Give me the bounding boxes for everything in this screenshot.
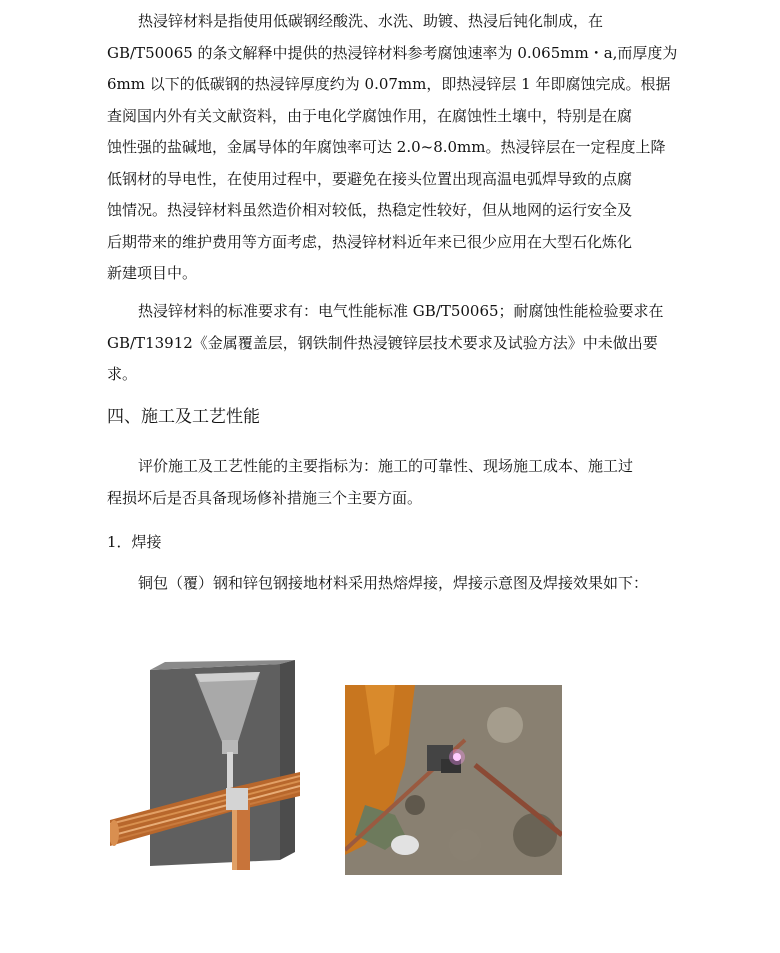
text-line: 铜包（覆）钢和锌包钢接地材料采用热熔焊接，焊接示意图及焊接效果如下： bbox=[138, 574, 649, 592]
text-line: 评价施工及工艺性能的主要指标为：施工的可靠性、现场施工成本、施工过 bbox=[138, 457, 634, 475]
text-line: 查阅国内外有关文献资料，由于电化学腐蚀作用，在腐蚀性土壤中，特别是在腐 bbox=[107, 106, 633, 125]
paragraph-standards bbox=[107, 296, 682, 391]
welding-site-photo bbox=[345, 685, 562, 875]
paragraph-welding-intro bbox=[107, 568, 682, 600]
section-heading: 四、施工及工艺性能 bbox=[107, 407, 260, 427]
welding-mold-diagram bbox=[110, 660, 300, 872]
text-line: 蚀性强的盐碱地，金属导体的年腐蚀率可达 2.0~8.0mm。热浸锌层在一定程度上降 bbox=[107, 138, 666, 156]
text-line: 新建项目中。 bbox=[107, 264, 198, 282]
text-line: 热浸锌材料的标准要求有：电气性能标准 GB/T50065；耐腐蚀性能检验要求在 bbox=[138, 302, 664, 320]
text-line: GB/T13912《金属覆盖层，钢铁制件热浸镀锌层技术要求及试验方法》中未做出要 bbox=[107, 333, 658, 352]
subsection-heading: 1．焊接 bbox=[107, 533, 162, 551]
text-line: 低钢材的导电性，在使用过程中，要避免在接头位置出现高温电弧焊导致的点腐 bbox=[107, 169, 633, 188]
text-line: 后期带来的维护费用等方面考虑，热浸锌材料近年来已很少应用在大型石化炼化 bbox=[107, 232, 633, 251]
text-line: 热浸锌材料是指使用低碳钢经酸洗、水洗、助镀、热浸后钝化制成，在 bbox=[138, 12, 604, 30]
paragraph-evaluation bbox=[107, 451, 682, 514]
text-line: 求。 bbox=[107, 365, 138, 383]
paragraph-hot-dip-zinc bbox=[107, 6, 682, 290]
text-line: 蚀情况。热浸锌材料虽然造价相对较低，热稳定性较好，但从地网的运行安全及 bbox=[107, 201, 633, 219]
text-line: 6mm 以下的低碳钢的热浸锌厚度约为 0.07mm，即热浸锌层 1 年即腐蚀完成。根据 bbox=[107, 75, 671, 93]
text-line: 程损坏后是否具备现场修补措施三个主要方面。 bbox=[107, 488, 423, 507]
text-line: GB/T50065 的条文解释中提供的热浸锌材料参考腐蚀速率为 0.065mm・a,而厚度为 bbox=[107, 43, 678, 62]
